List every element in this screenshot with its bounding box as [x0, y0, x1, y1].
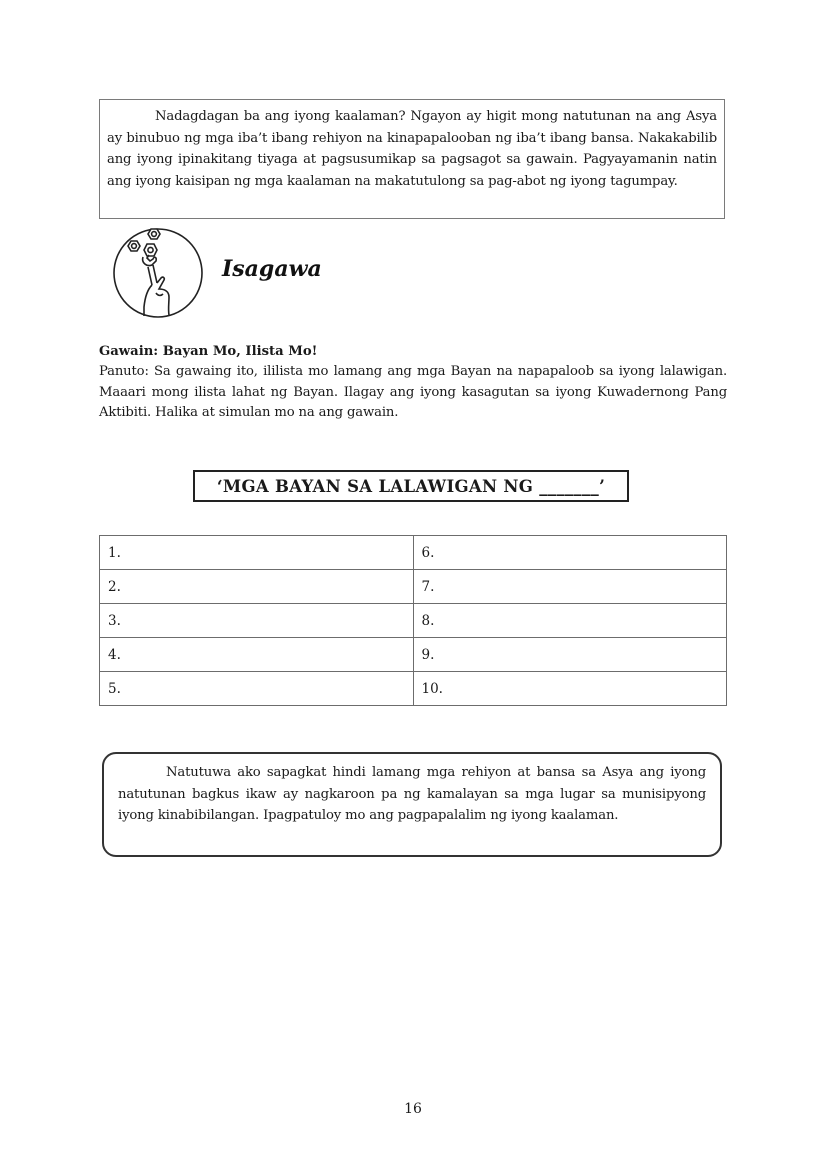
table-cell: 3.: [100, 604, 414, 638]
table-cell: 7.: [413, 570, 727, 604]
hand-wrench-nuts-icon: [112, 227, 204, 319]
page-number: 16: [404, 1101, 422, 1117]
table-row: [100, 604, 727, 638]
table-cell: 6.: [413, 536, 727, 570]
table-cell: 9.: [413, 638, 727, 672]
answer-table: [99, 535, 727, 706]
table-cell: 5.: [100, 672, 414, 706]
intro-box: [99, 99, 725, 219]
table-row: [100, 570, 727, 604]
heading-text: ‘MGA BAYAN SA LALAWIGAN NG _______’: [216, 476, 606, 496]
activity-instructions: Panuto: Sa gawaing ito, ililista mo lamang ang mga Bayan na napapaloob sa iyong lalawigan. Maaari mong ilista lahat ng Bayan. Ilagay ang iyong kasagutan sa iyong Kuwadernong Pang Aktibiti. Halika at simulan mo na ang gawain.: [99, 364, 727, 420]
table-row: [100, 672, 727, 706]
closing-text: Natutuwa ako sapagkat hindi lamang mga rehiyon at bansa sa Asya ang iyong natutunan bagkus ikaw ay nagkaroon pa ng kamalayan sa mga lugar sa munisipyong iyong kinabibilangan. Ipagpatuloy mo ang pagpapalalim ng iyong kaalaman.: [118, 765, 706, 823]
table-cell: 4.: [100, 638, 414, 672]
table-cell: 8.: [413, 604, 727, 638]
section-title: Isagawa: [222, 256, 322, 282]
activity-section: [99, 342, 727, 424]
activity-title: Gawain: Bayan Mo, Ilista Mo!: [99, 344, 318, 359]
table-row: [100, 638, 727, 672]
table-cell: 1.: [100, 536, 414, 570]
heading-box: [193, 470, 629, 502]
closing-box: [102, 752, 722, 857]
intro-text: Nadagdagan ba ang iyong kaalaman? Ngayon ay higit mong natutunan na ang Asya ay binubuo ng mga iba’t ibang rehiyon na kinapapalooban ng iba’t ibang bansa. Nakakabilib ang iyong ipinakitang tiyaga at pagsusumikap sa pagsagot sa gawain. Pagyayamanin natin ang iyong kaisipan ng mga kaalaman na makatutulong sa pag-abot ng iyong tagumpay.: [107, 109, 717, 189]
table-cell: 10.: [413, 672, 727, 706]
table-cell: 2.: [100, 570, 414, 604]
table-row: [100, 536, 727, 570]
